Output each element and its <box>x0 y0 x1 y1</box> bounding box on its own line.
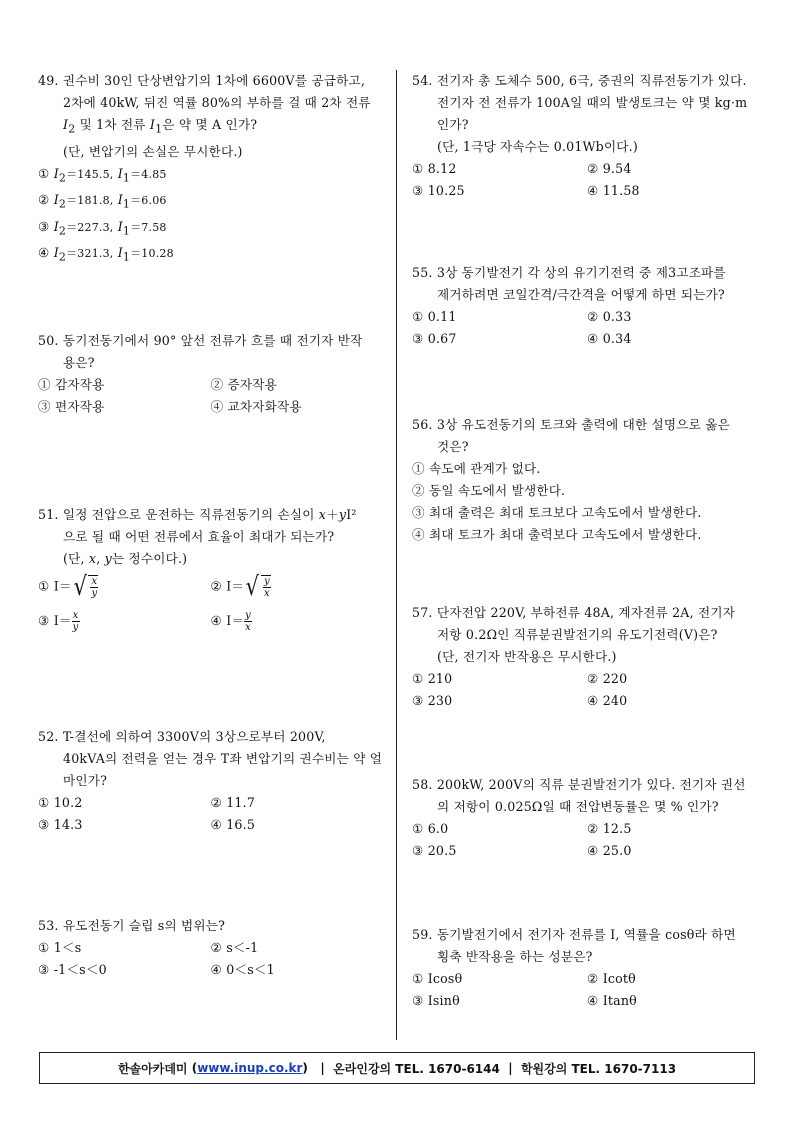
option-3[interactable]: ③ 20.5 <box>412 843 457 858</box>
question-stem-cont: 것은? <box>437 439 469 454</box>
option-2[interactable]: ② 0.33 <box>587 309 632 324</box>
option-4[interactable]: ④ 0.34 <box>587 331 632 346</box>
option-3[interactable]: ③ 편자작용 <box>38 399 105 414</box>
option-4[interactable]: ④ 11.58 <box>587 183 640 198</box>
footer-online-phone: 온라인강의 TEL. 1670-6144 <box>333 1061 500 1076</box>
option-1[interactable]: ① 0.11 <box>412 309 457 324</box>
question-stem: 56. 3상 유도전동기의 토크와 출력에 대한 설명으로 옳은 <box>412 417 730 432</box>
question-stem-cont: 2차에 40kW, 뒤진 역률 80%의 부하를 걸 때 2차 전류 $I_2$ 및 1차 전류 $I_1$은 약 몇 A 인가? <box>63 95 371 136</box>
answer-options <box>412 158 762 202</box>
option-2[interactable]: ② 12.5 <box>587 821 632 836</box>
option-4[interactable]: ④ I＝ $\frac{y}{x}$ <box>210 610 252 633</box>
answer-options <box>412 668 762 712</box>
question-note: (단, 1극당 자속수는 0.01Wb이다.) <box>437 139 638 154</box>
option-2[interactable]: ② 11.7 <box>210 795 256 810</box>
option-3[interactable]: ③ 최대 출력은 최대 토크보다 고속도에서 발생한다. <box>412 505 702 520</box>
question-stem: 57. 단자전압 220V, 부하전류 48A, 계자전류 2A, 전기자 <box>412 605 736 620</box>
footer-offline-phone: 학원강의 TEL. 1670-7113 <box>520 1061 677 1076</box>
option-2[interactable]: ② 220 <box>587 671 628 686</box>
option-4[interactable]: ④ 0＜s＜1 <box>210 962 275 977</box>
answer-options <box>412 458 762 546</box>
answer-options <box>38 163 383 269</box>
question-54 <box>412 70 762 202</box>
question-stem-cont: 의 저항이 0.025Ω일 때 전압변동률은 몇 % 인가? <box>437 799 719 814</box>
question-stem: 50. 동기전동기에서 90° 앞선 전류가 흐를 때 전기자 반작 <box>38 333 363 348</box>
answer-options <box>38 792 383 836</box>
column-divider <box>396 70 397 1040</box>
footer-org: 한솔아카데미 <box>117 1061 188 1076</box>
question-59 <box>412 924 762 1012</box>
question-stem: 52. T-결선에 의하여 3300V의 3상으로부터 200V, <box>38 729 326 744</box>
option-1[interactable]: ① I＝ √ $\frac{x}{y}$ <box>38 572 98 602</box>
option-1[interactable]: ① 10.2 <box>38 795 83 810</box>
question-49 <box>38 70 383 269</box>
option-3[interactable]: ③ I＝ $\frac{x}{y}$ <box>38 610 79 633</box>
question-stem-cont: 저항 0.2Ω인 직류분권발전기의 유도기전력(V)은? <box>437 627 718 642</box>
option-4[interactable]: ④ 16.5 <box>210 817 256 832</box>
option-3[interactable]: ③ Isinθ <box>412 993 460 1008</box>
option-4[interactable]: ④ 최대 토크가 최대 출력보다 고속도에서 발생한다. <box>412 527 702 542</box>
question-58 <box>412 774 762 862</box>
option-2[interactable]: ② 9.54 <box>587 161 632 176</box>
answer-options <box>412 306 762 350</box>
question-stem-cont: 용은? <box>63 355 95 370</box>
question-note: (단, 변압기의 손실은 무시한다.) <box>63 143 243 159</box>
question-stem-cont: 제거하려면 코일간격/극간격을 어떻게 하면 되는가? <box>437 287 725 302</box>
option-1[interactable]: ① 속도에 관계가 없다. <box>412 461 541 476</box>
question-51 <box>38 504 383 633</box>
option-3[interactable]: ③ -1＜s＜0 <box>38 962 107 977</box>
option-1[interactable]: ① 1＜s <box>38 940 82 955</box>
question-note: (단, 전기자 반작용은 무시한다.) <box>437 649 617 664</box>
question-50 <box>38 330 383 418</box>
option-2[interactable]: ② 증자작용 <box>210 377 277 392</box>
option-2[interactable]: ② Icotθ <box>587 971 636 986</box>
option-1[interactable]: ① 210 <box>412 671 453 686</box>
answer-options <box>412 968 762 1012</box>
question-52 <box>38 726 383 836</box>
question-57 <box>412 602 762 712</box>
question-note: (단, x, y는 정수이다.) <box>63 551 188 566</box>
option-4[interactable]: ④ 240 <box>587 693 628 708</box>
question-stem: 55. 3상 동기발전기 각 상의 유기기전력 중 제3고조파를 <box>412 265 726 280</box>
question-stem: 58. 200kW, 200V의 직류 분권발전기가 있다. 전기자 권선 <box>412 777 746 792</box>
answer-options <box>38 374 383 418</box>
option-3[interactable]: ③ 10.25 <box>412 183 465 198</box>
option-4[interactable]: ④ Itanθ <box>587 993 637 1008</box>
answer-options <box>412 818 762 862</box>
option-1[interactable]: ① 8.12 <box>412 161 457 176</box>
option-3[interactable]: ③ 14.3 <box>38 817 83 832</box>
footer-url-link[interactable]: www.inup.co.kr <box>197 1061 303 1075</box>
question-55 <box>412 262 762 350</box>
option-2[interactable]: ② s＜-1 <box>210 940 259 955</box>
answer-options <box>38 574 383 633</box>
answer-options <box>38 937 383 981</box>
question-53 <box>38 915 383 981</box>
option-4[interactable]: ④ $I_2=321.3$, $I_1=10.28$ <box>38 245 174 264</box>
option-2[interactable]: ② $I_2=181.8$, $I_1=6.06$ <box>38 192 167 211</box>
option-1[interactable]: ① 6.0 <box>412 821 449 836</box>
question-stem: 51. 일정 전압으로 운전하는 직류전동기의 손실이 x＋yI² <box>38 507 357 522</box>
option-3[interactable]: ③ $I_2=227.3$, $I_1=7.58$ <box>38 218 167 238</box>
option-1[interactable]: ① $I_2=145.5$, $I_1=4.85$ <box>38 165 167 185</box>
question-stem-cont: 전기자 전 전류가 100A일 때의 발생토크는 약 몇 kg·m 인가? <box>437 95 748 132</box>
question-stem: 53. 유도전동기 슬립 s의 범위는? <box>38 918 226 933</box>
footer-banner: 한솔아카데미 ( www.inup.co.kr ) | 온라인강의 TEL. 1670-6144 | 학원강의 TEL. 1670-7113 <box>39 1052 755 1084</box>
question-stem-cont: 으로 될 때 어떤 전류에서 효율이 최대가 되는가? <box>63 529 335 544</box>
option-3[interactable]: ③ 230 <box>412 693 453 708</box>
option-2[interactable]: ② I＝ √ $\frac{y}{x}$ <box>210 572 270 602</box>
question-stem: 59. 동기발전기에서 전기자 전류를 I, 역률을 cosθ라 하면 <box>412 927 736 942</box>
option-4[interactable]: ④ 교차자화작용 <box>210 399 302 414</box>
option-2[interactable]: ② 동일 속도에서 발생한다. <box>412 483 566 498</box>
question-stem: 49. 권수비 30인 단상변압기의 1차에 6600V를 공급하고, <box>38 73 366 88</box>
question-56 <box>412 414 762 546</box>
question-stem: 54. 전기자 총 도체수 500, 6극, 중권의 직류전동기가 있다. <box>412 73 747 88</box>
question-stem-cont: 40kVA의 전력을 얻는 경우 T좌 변압기의 권수비는 약 얼마인가? <box>63 751 383 788</box>
option-3[interactable]: ③ 0.67 <box>412 331 457 346</box>
option-1[interactable]: ① 감자작용 <box>38 377 105 392</box>
question-stem-cont: 횡축 반작용을 하는 성분은? <box>437 949 593 964</box>
option-1[interactable]: ① Icosθ <box>412 971 463 986</box>
option-4[interactable]: ④ 25.0 <box>587 843 632 858</box>
